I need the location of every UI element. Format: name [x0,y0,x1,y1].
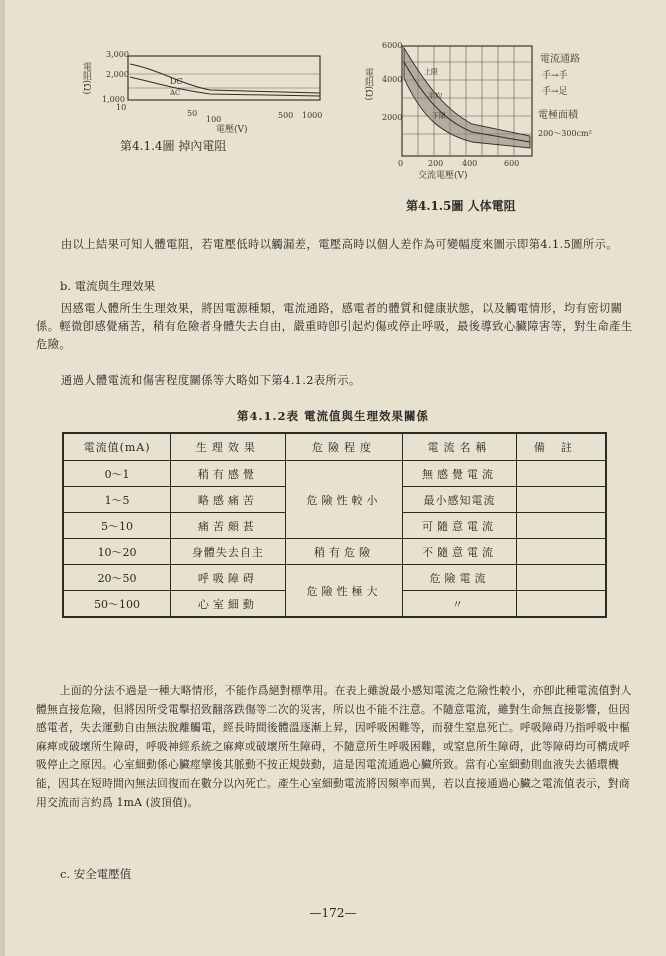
fig2-annotation: 手→手 [542,71,568,81]
table-row [63,461,606,487]
fig2-x-tick: 200 [428,159,444,168]
fig1-y-tick: 3,000 [106,50,129,59]
cell-remark [516,487,606,513]
fig1-x-tick: 100 [206,115,222,124]
cell-name: 〃 [403,591,517,618]
fig2-caption: 第4.1.5圖 人体電阻 [406,199,516,213]
current-effect-table [62,432,607,618]
table-header: 電流值(mA) [63,433,171,461]
cell-name: 危險電流 [403,565,517,591]
table-row [63,539,606,565]
cell-danger: 危險性較小 [285,461,403,539]
fig2-x-label: 交流電壓(V) [418,171,468,181]
fig2-y-tick: 4000 [382,75,403,84]
table-row [63,565,606,591]
paragraph-table-ref: 通過人體電流和傷害程度關係等大略如下第4.1.2表所示。 [60,374,361,387]
table-caption: 第4.1.2表 電流值與生理效果關係 [236,409,429,423]
cell-danger: 危險性極大 [285,565,403,618]
fig2-y-tick: 2000 [382,113,403,122]
fig2-annotation: 電流通路 [540,54,580,65]
page-number: —172— [309,906,357,920]
cell-current: 10～20 [63,539,171,565]
figure-4-1-5 [362,38,652,228]
paragraph-intro: 由以上結果可知人體電阻，若電壓低時以觸漏差，電壓高時以個人差作為可變幅度來圖示即第4.1.5圖所示。 [60,238,618,251]
fig2-x-tick: 400 [462,159,478,168]
cell-remark [516,591,606,618]
figure-4-1-4 [80,44,330,174]
cell-name: 無感覺電流 [403,461,517,487]
paragraph-discussion: 上面的分法不過是一種大略情形，不能作爲絕對標準用。在表上雖說最小感知電流之危險性較小，亦卽此種電流值對人體無直接危險，但將因所受電擊招致翻落跌傷等二次的災害，所以也不能不注意。不隨意電流，雖對生命無直接影響，但因感電者，失去運動自由無法脫離觸電，經長時間後體溫逐漸上昇，因呼吸困難等，而發生窒息死亡。呼吸障碍乃指呼吸中樞麻痺或破壞所生障碍，呼吸神經系統之麻痺或破壞所生障碍，不隨意所生呼吸困難，或窒息所生障碍，此等障碍均可構成呼吸停止之原因。心室細動係心臟痙攣後其脈動不按正規鼓動，這是因電流通過心臟所致。當有心室細動則血液失去循環機能，因其在短時間內無法回復而在數分以內死亡。產生心室細動電流將因頻率而異，若以直接通過心臟之電流值表示，對商用交流而言約爲 1mA (波頂值)。 [36,684,632,809]
cell-current: 0～1 [63,461,171,487]
fig1-x-tick: 500 [278,111,294,120]
fig1-ac-label: AC [170,89,181,97]
fig2-curve-label: 上限 [424,68,438,76]
subheading-b: b. 電流與生理效果 [60,279,156,293]
cell-current: 50～100 [63,591,171,618]
cell-remark [516,539,606,565]
page-edge-shadow [0,0,5,956]
fig1-dc-curve [130,64,320,93]
table-header: 生理效果 [171,433,286,461]
cell-current: 5～10 [63,513,171,539]
cell-effect: 痛苦頗甚 [171,513,286,539]
fig1-y-tick: 1,000 [102,95,125,104]
cell-name: 不隨意電流 [403,539,517,565]
fig1-ac-curve [130,77,320,96]
cell-effect: 稍有感覺 [171,461,286,487]
table-header: 備註 [516,433,606,461]
fig1-x-tick: 10 [116,103,127,112]
fig1-x-tick: 50 [187,109,198,118]
fig2-annotation: 電極面積 [538,110,578,121]
fig1-x-label: 電壓(V) [216,125,248,135]
cell-danger: 稍有危險 [285,539,403,565]
cell-current: 20～50 [63,565,171,591]
cell-remark [516,513,606,539]
fig2-annotation: 手→足 [542,87,568,97]
fig2-curve-label: 平均 [428,92,442,100]
paragraph-effects: 因感電人體所生生理效果，將因電源種類，電流通路，感電者的體質和健康狀態，以及觸電情形，均有密切關係。輕微卽感覺痛苦，稍有危險者身體失去自由，嚴重時卽引起灼傷或停止呼吸，最後導致心臟障害等，對生命產生危險。 [36,302,633,351]
cell-remark [516,461,606,487]
cell-name: 最小感知電流 [403,487,517,513]
table-header-row [63,433,606,461]
cell-effect: 身體失去自主 [171,539,286,565]
fig1-x-tick: 1000 [302,111,323,120]
fig2-y-tick: 6000 [382,41,403,50]
cell-effect: 呼吸障碍 [171,565,286,591]
cell-name: 可隨意電流 [403,513,517,539]
cell-current: 1～5 [63,487,171,513]
fig1-caption: 第4.1.4圖 掉內電阻 [120,139,227,153]
fig2-x-tick: 0 [398,159,404,168]
cell-effect: 心室細動 [171,591,286,618]
fig1-y-tick: 2,000 [106,70,129,79]
fig2-y-label: 電阻(Ω) [363,68,373,101]
table-header: 電流名稱 [403,433,517,461]
fig2-x-tick: 600 [504,159,520,168]
fig2-annotation: 200～300cm² [538,129,592,138]
fig1-plot-frame [128,56,320,100]
table-header: 危險程度 [285,433,403,461]
fig1-dc-label: DC [170,77,183,86]
subheading-c: c. 安全電壓值 [60,867,132,881]
fig1-y-label: 電阻(Ω) [81,62,91,95]
cell-effect: 略感痛苦 [171,487,286,513]
fig2-curve-label: 下限 [432,112,446,120]
cell-remark [516,565,606,591]
